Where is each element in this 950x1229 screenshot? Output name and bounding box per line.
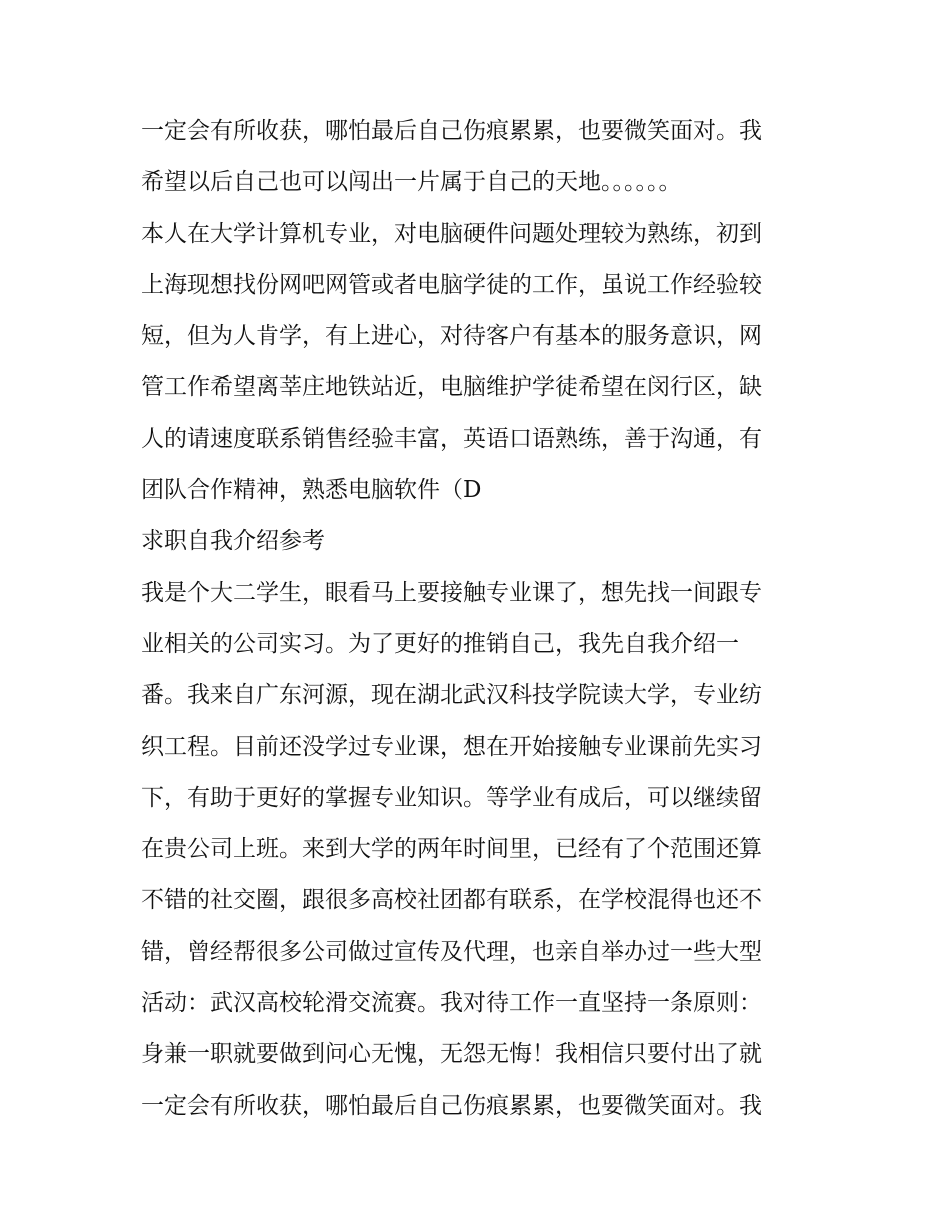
text-line: 番。我来自广东河源，现在湖北武汉科技学院读大学，专业纺 xyxy=(141,682,762,709)
text-line: 一定会有所收获，哪怕最后自己伤痕累累，也要微笑面对。我 xyxy=(141,118,762,144)
text-line: 错，曾经帮很多公司做过宣传及代理，也亲自举办过一些大型 xyxy=(141,938,762,965)
text-line: 织工程。目前还没学过专业课，想在开始接触专业课前先实习 xyxy=(141,733,762,760)
section-heading: 求职自我介绍参考 xyxy=(141,528,325,555)
text-line: 一定会有所收获，哪怕最后自己伤痕累累，也要微笑面对。我 xyxy=(141,1092,762,1119)
text-line: 我是个大二学生，眼看马上要接触专业课了，想先找一间跟专 xyxy=(141,579,762,606)
text-line: 上海现想找份网吧网管或者电脑学徒的工作，虽说工作经验较 xyxy=(141,271,762,298)
document-body xyxy=(141,106,821,1132)
text-line: 业相关的公司实习。为了更好的推销自己，我先自我介绍一 xyxy=(141,630,739,657)
text-line: 活动：武汉高校轮滑交流赛。我对待工作一直坚持一条原则： xyxy=(141,990,762,1017)
text-line: 下，有助于更好的掌握专业知识。等学业有成后，可以继续留 xyxy=(141,784,762,811)
text-line: 身兼一职就要做到问心无愧，无怨无悔！我相信只要付出了就 xyxy=(141,1041,762,1068)
text-line: 短，但为人肯学，有上进心，对待客户有基本的服务意识，网 xyxy=(141,323,762,350)
text-line: 不错的社交圈，跟很多高校社团都有联系，在学校混得也还不 xyxy=(141,887,762,914)
text-line: 在贵公司上班。来到大学的两年时间里，已经有了个范围还算 xyxy=(141,836,762,863)
text-line: 希望以后自己也可以闯出一片属于自己的天地。。。。。。 xyxy=(141,169,682,196)
text-line: 人的请速度联系销售经验丰富，英语口语熟练，善于沟通，有 xyxy=(141,425,762,452)
text-line: 团队合作精神，熟悉电脑软件（D xyxy=(141,477,482,504)
text-line: 管工作希望离莘庄地铁站近，电脑维护学徒希望在闵行区，缺 xyxy=(141,374,762,401)
text-line: 本人在大学计算机专业，对电脑硬件问题处理较为熟练，初到 xyxy=(141,220,762,247)
